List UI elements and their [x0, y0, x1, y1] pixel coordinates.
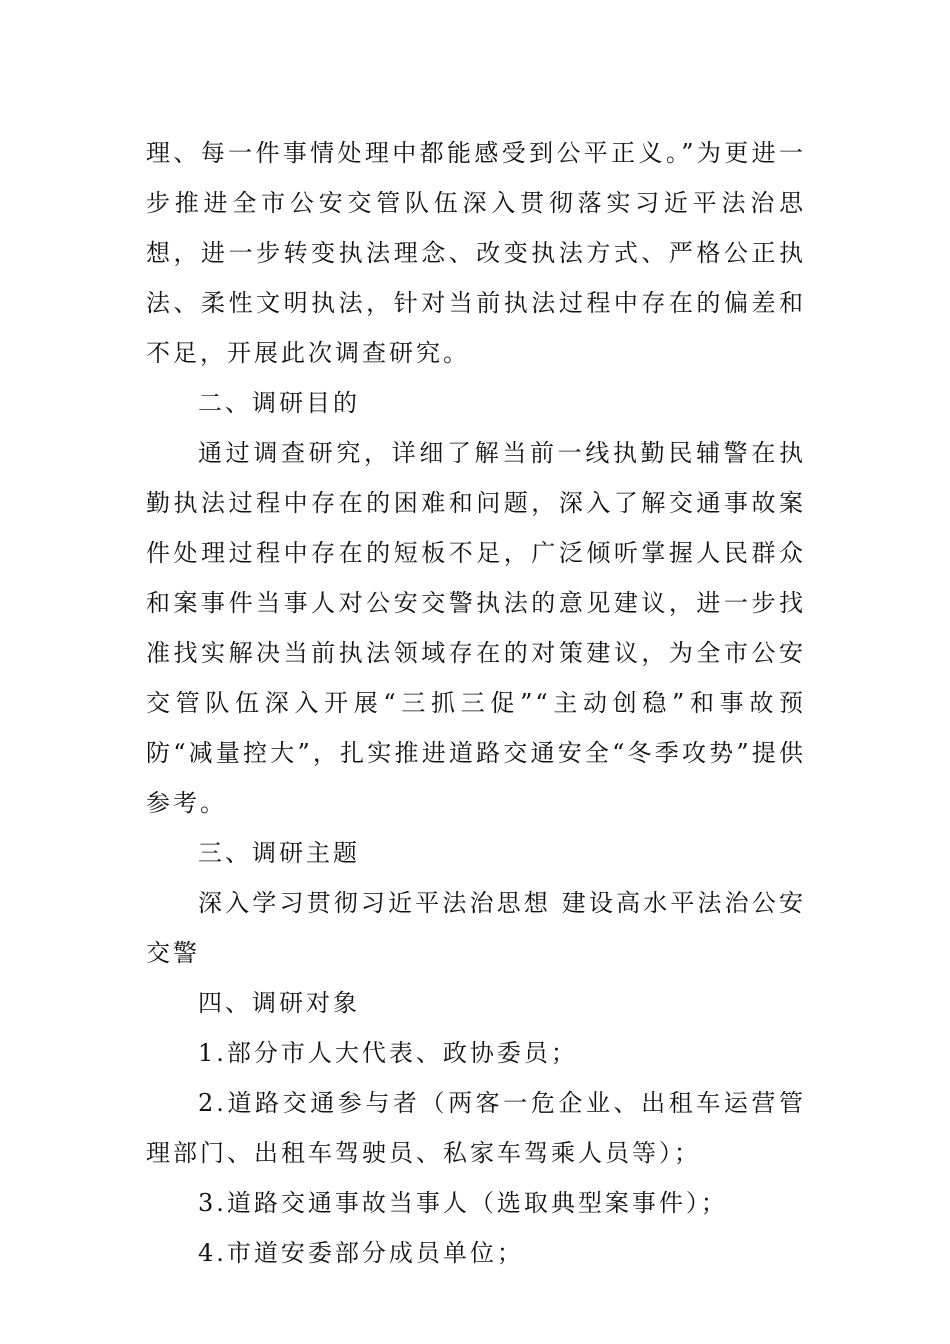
section-heading-theme: 三、调研主题 — [198, 839, 360, 867]
section-heading-purpose: 二、调研目的 — [198, 389, 360, 417]
intro-paragraph: 理、每一件事情处理中都能感受到公平正义。”为更进一步推进全市公安交管队伍深入贯彻落实习近平法治思想，进一步转变执法理念、改变执法方式、严格公正执法、柔性文明执法，针对当前执法过程中存在的偏差和不足，开展此次调查研究。 — [146, 139, 806, 367]
document-body — [146, 128, 806, 1278]
section-body-purpose: 通过调查研究，详细了解当前一线执勤民辅警在执勤执法过程中存在的困难和问题，深入了解交通事故案件处理过程中存在的短板不足，广泛倾听掌握人民群众和案事件当事人对公安交警执法的意见建议，进一步找准找实解决当前执法领域存在的对策建议，为全市公安交管队伍深入开展“三抓三促”“主动创稳”和事故预防“减量控大”，扎实推进道路交通安全“冬季攻势”提供参考。 — [146, 439, 806, 817]
section-body-theme: 深入学习贯彻习近平法治思想 建设高水平法治公安交警 — [146, 889, 806, 967]
list-item: 1.部分市人大代表、政协委员； — [198, 1039, 578, 1067]
list-item: 2.道路交通参与者（两客一危企业、出租车运营管理部门、出租车驾驶员、私家车驾乘人员等）； — [146, 1089, 806, 1167]
list-item: 3.道路交通事故当事人（选取典型案事件）； — [198, 1189, 728, 1217]
list-item: 4.市道安委部分成员单位； — [198, 1239, 524, 1267]
section-heading-subjects: 四、调研对象 — [198, 989, 360, 1017]
